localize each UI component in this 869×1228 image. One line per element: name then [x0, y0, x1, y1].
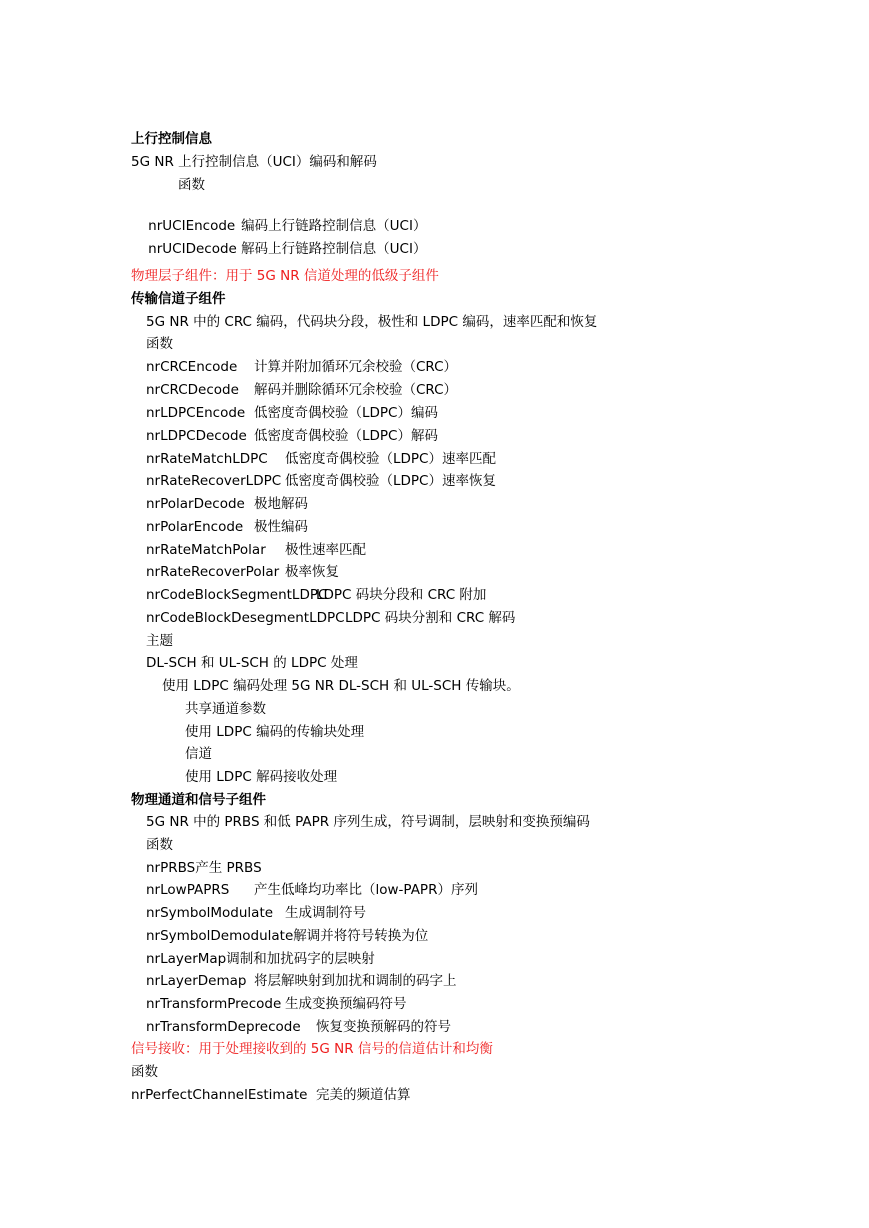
function-name: nrLayerDemap [146, 973, 247, 989]
function-row [146, 586, 486, 604]
function-desc: 解码上行链路控制信息（UCI） [241, 241, 427, 257]
function-name: nrUCIDecode [148, 241, 237, 257]
function-desc: 调制和加扰码字的层映射 [226, 951, 375, 967]
function-name: nrCRCDecode [146, 382, 239, 398]
function-name: nrCodeBlockSegmentLDPC [146, 587, 328, 603]
topic-subitem: 使用 LDPC 解码接收处理 [185, 769, 338, 785]
function-desc: 完美的频道估算 [316, 1087, 411, 1103]
function-row [146, 472, 496, 490]
function-desc: LDPC 码块分段和 CRC 附加 [316, 587, 487, 603]
function-desc: 计算并附加循环冗余校验（CRC） [254, 359, 458, 375]
function-name: nrLayerMap [146, 951, 227, 967]
function-name: nrPolarEncode [146, 519, 244, 535]
function-desc: 极性速率匹配 [285, 542, 366, 558]
function-row [146, 972, 457, 990]
transport-description: 5G NR 中的 CRC 编码，代码块分段，极性和 LDPC 编码，速率匹配和恢复 [146, 314, 598, 330]
function-name: nrTransformDeprecode [146, 1019, 301, 1035]
topic-title: DL-SCH 和 UL-SCH 的 LDPC 处理 [146, 655, 358, 671]
function-desc: 产生低峰均功率比（low-PAPR）序列 [254, 882, 478, 898]
function-row [146, 450, 496, 468]
function-row [131, 1086, 411, 1104]
reception-heading: 信号接收：用于处理接收到的 5G NR 信号的信道估计和均衡 [131, 1041, 493, 1057]
function-desc: 低密度奇偶校验（LDPC）速率恢复 [285, 473, 496, 489]
reception-functions-label: 函数 [131, 1064, 158, 1080]
function-desc: 极性编码 [254, 519, 308, 535]
function-name: nrLDPCDecode [146, 428, 247, 444]
function-name: nrRateMatchPolar [146, 542, 266, 558]
physical-functions-label: 函数 [146, 837, 173, 853]
function-row [146, 518, 308, 536]
function-desc: 解码并删除循环冗余校验（CRC） [254, 382, 458, 398]
function-row [131, 222, 427, 257]
function-desc: 生成调制符号 [285, 905, 366, 921]
topics-label: 主题 [146, 633, 173, 649]
function-desc: 低密度奇偶校验（LDPC）解码 [254, 428, 438, 444]
function-name: nrSymbolDemodulate [146, 928, 294, 944]
physical-description: 5G NR 中的 PRBS 和低 PAPR 序列生成，符号调制，层映射和变换预编码 [146, 814, 590, 830]
function-row [131, 199, 427, 234]
function-name: nrRateMatchLDPC [146, 451, 268, 467]
function-name: nrPerfectChannelEstimate [131, 1087, 308, 1103]
physical-heading: 物理通道和信号子组件 [131, 792, 266, 808]
uci-functions-label: 函数 [178, 177, 205, 193]
function-desc: 低密度奇偶校验（LDPC）编码 [254, 405, 438, 421]
function-name: nrRateRecoverPolar [146, 564, 280, 580]
topic-subitem: 共享通道参数 [185, 701, 266, 717]
function-row [146, 609, 515, 627]
function-row [146, 904, 366, 922]
function-desc: 解调并将符号转换为位 [293, 928, 429, 944]
function-name: nrLDPCEncode [146, 405, 246, 421]
function-desc: 恢复变换预解码的符号 [316, 1019, 451, 1035]
function-row [146, 927, 428, 945]
function-name: nrLowPAPRS [146, 882, 230, 898]
function-name: nrPRBS [146, 860, 196, 876]
function-desc: 生成变换预编码符号 [285, 996, 407, 1012]
function-name: nrSymbolModulate [146, 905, 274, 921]
function-row [146, 427, 438, 445]
function-row [146, 995, 407, 1013]
function-desc: LDPC 码块分割和 CRC 解码 [345, 610, 516, 626]
function-row [146, 358, 457, 376]
topic-subitem: 信道 [185, 746, 212, 762]
function-row [146, 541, 366, 559]
uci-heading: 上行控制信息 [131, 131, 212, 147]
function-name: nrTransformPrecode [146, 996, 282, 1012]
function-row [146, 563, 339, 581]
topic-subitem: 使用 LDPC 编码的传输块处理 [185, 724, 365, 740]
function-desc: 极率恢复 [285, 564, 339, 580]
function-desc: 低密度奇偶校验（LDPC）速率匹配 [285, 451, 496, 467]
function-desc: 产生 PRBS [195, 860, 262, 876]
phy-heading: 物理层子组件：用于 5G NR 信道处理的低级子组件 [131, 268, 439, 284]
function-desc: 编码上行链路控制信息（UCI） [241, 218, 427, 234]
function-desc: 极地解码 [254, 496, 308, 512]
function-name: nrCodeBlockDesegmentLDPC [146, 610, 345, 626]
function-name: nrPolarDecode [146, 496, 245, 512]
transport-heading: 传输信道子组件 [131, 291, 226, 307]
function-row [146, 495, 308, 513]
function-name: nrUCIEncode [148, 218, 236, 234]
function-row [146, 404, 438, 422]
transport-functions-label: 函数 [146, 336, 173, 352]
topic-description: 使用 LDPC 编码处理 5G NR DL-SCH 和 UL-SCH 传输块。 [162, 678, 520, 694]
function-desc: 将层解映射到加扰和调制的码字上 [254, 973, 457, 989]
function-row [146, 1018, 451, 1036]
function-row [146, 381, 457, 399]
function-row [146, 950, 375, 968]
function-name: nrRateRecoverLDPC [146, 473, 282, 489]
uci-description: 5G NR 上行控制信息（UCI）编码和解码 [131, 154, 377, 170]
function-row [146, 859, 262, 877]
function-row [146, 881, 478, 899]
function-name: nrCRCEncode [146, 359, 238, 375]
